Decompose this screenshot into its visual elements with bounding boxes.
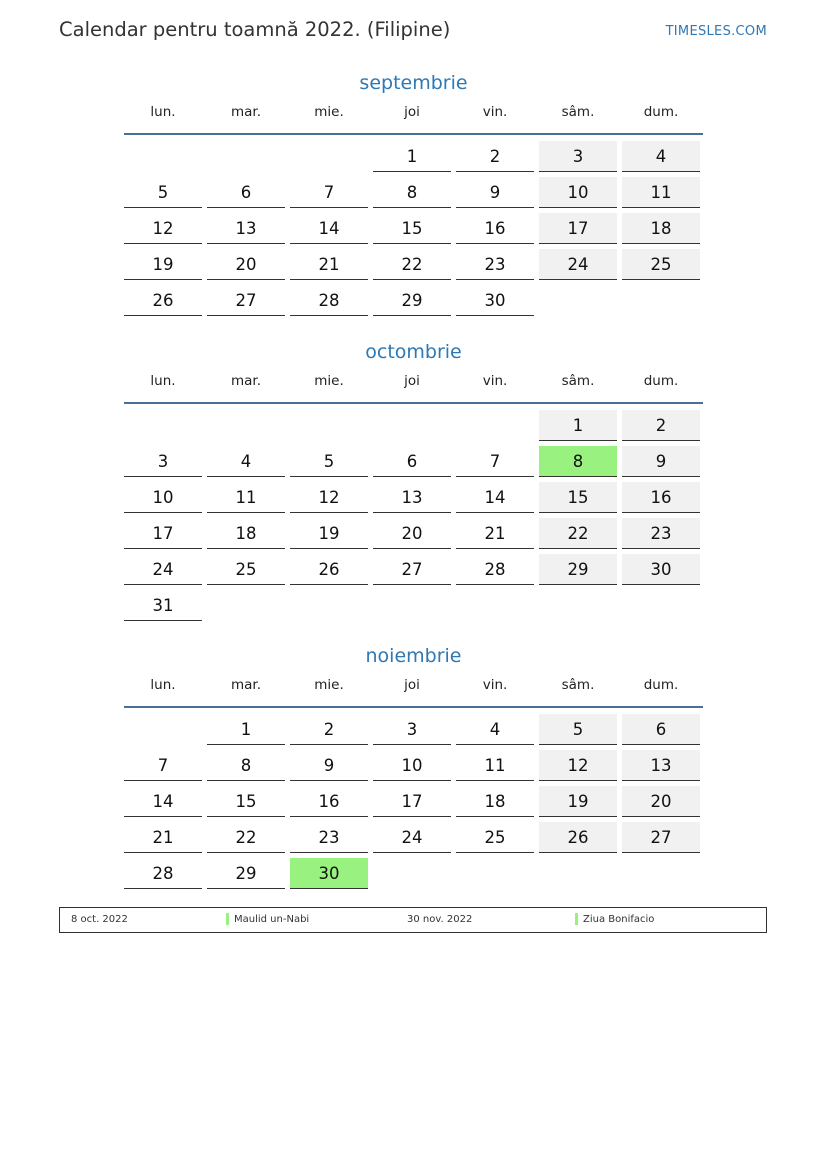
day-cell[interactable]: 5 xyxy=(539,714,617,745)
week-row xyxy=(124,410,703,441)
day-cell[interactable]: 23 xyxy=(622,518,700,549)
weekday-label: joi xyxy=(404,677,420,693)
day-cell[interactable]: 22 xyxy=(373,249,451,280)
weekday-label: joi xyxy=(404,373,420,389)
month-name: octombrie xyxy=(365,341,462,363)
day-cell[interactable]: 18 xyxy=(622,213,700,244)
day-cell[interactable]: 8 xyxy=(207,750,285,781)
week-row xyxy=(124,858,703,889)
header-divider xyxy=(124,402,703,404)
week-row xyxy=(124,482,703,513)
day-cell[interactable]: 13 xyxy=(207,213,285,244)
weekday-label: lun. xyxy=(150,373,176,389)
legend-color-marker-2 xyxy=(575,913,578,925)
week-row xyxy=(124,554,703,585)
day-cell[interactable]: 19 xyxy=(539,786,617,817)
month-name: septembrie xyxy=(359,72,468,94)
day-cell[interactable]: 9 xyxy=(290,750,368,781)
legend-color-marker-1 xyxy=(226,913,229,925)
day-cell[interactable]: 24 xyxy=(539,249,617,280)
month-calendar xyxy=(124,641,703,894)
day-cell[interactable]: 16 xyxy=(456,213,534,244)
day-cell[interactable]: 11 xyxy=(622,177,700,208)
header-divider xyxy=(124,706,703,708)
day-cell[interactable]: 3 xyxy=(373,714,451,745)
day-cell[interactable]: 12 xyxy=(539,750,617,781)
weekday-label: mie. xyxy=(314,373,344,389)
day-cell[interactable]: 4 xyxy=(622,141,700,172)
day-cell[interactable]: 2 xyxy=(456,141,534,172)
legend-date-2: 30 nov. 2022 xyxy=(407,914,473,925)
weekday-label: vin. xyxy=(482,373,508,389)
month-calendar xyxy=(124,68,703,321)
day-cell[interactable]: 19 xyxy=(290,518,368,549)
header-divider xyxy=(124,133,703,135)
day-cell[interactable]: 16 xyxy=(290,786,368,817)
day-cell[interactable]: 17 xyxy=(373,786,451,817)
day-cell[interactable]: 29 xyxy=(207,858,285,889)
day-cell[interactable]: 15 xyxy=(539,482,617,513)
week-row xyxy=(124,518,703,549)
weekday-header xyxy=(124,367,703,395)
day-cell[interactable]: 14 xyxy=(124,786,202,817)
day-cell[interactable]: 2 xyxy=(290,714,368,745)
day-cell[interactable]: 24 xyxy=(373,822,451,853)
weekday-label: sâm. xyxy=(561,677,595,693)
day-cell[interactable]: 9 xyxy=(456,177,534,208)
day-cell[interactable]: 6 xyxy=(622,714,700,745)
day-cell[interactable]: 30 xyxy=(622,554,700,585)
week-row xyxy=(124,249,703,280)
day-cell[interactable]: 26 xyxy=(290,554,368,585)
day-cell[interactable]: 24 xyxy=(124,554,202,585)
day-cell[interactable]: 20 xyxy=(373,518,451,549)
day-cell[interactable]: 3 xyxy=(124,446,202,477)
day-cell[interactable]: 9 xyxy=(622,446,700,477)
day-cell[interactable]: 12 xyxy=(290,482,368,513)
week-row xyxy=(124,141,703,172)
day-cell[interactable]: 4 xyxy=(456,714,534,745)
day-cell[interactable]: 21 xyxy=(124,822,202,853)
holiday-legend xyxy=(59,907,767,933)
day-cell[interactable]: 3 xyxy=(539,141,617,172)
weekday-label: mar. xyxy=(230,677,262,693)
day-cell[interactable]: 1 xyxy=(207,714,285,745)
day-cell[interactable]: 26 xyxy=(124,285,202,316)
day-cell[interactable]: 10 xyxy=(373,750,451,781)
week-row xyxy=(124,786,703,817)
day-cell[interactable]: 7 xyxy=(456,446,534,477)
day-cell[interactable]: 7 xyxy=(124,750,202,781)
day-cell[interactable]: 17 xyxy=(124,518,202,549)
weekday-label: lun. xyxy=(150,104,176,120)
day-cell[interactable]: 13 xyxy=(373,482,451,513)
day-cell[interactable]: 15 xyxy=(207,786,285,817)
day-cell[interactable]: 21 xyxy=(456,518,534,549)
day-cell[interactable]: 31 xyxy=(124,590,202,621)
day-cell[interactable]: 14 xyxy=(456,482,534,513)
month-name: noiembrie xyxy=(365,645,462,667)
day-cell[interactable]: 1 xyxy=(373,141,451,172)
day-cell[interactable]: 5 xyxy=(124,177,202,208)
day-cell[interactable]: 13 xyxy=(622,750,700,781)
day-cell[interactable]: 27 xyxy=(622,822,700,853)
week-row xyxy=(124,285,703,316)
weekday-header xyxy=(124,98,703,126)
day-cell[interactable]: 25 xyxy=(207,554,285,585)
day-cell[interactable]: 28 xyxy=(124,858,202,889)
weekday-label: lun. xyxy=(150,677,176,693)
day-cell[interactable]: 11 xyxy=(456,750,534,781)
week-row xyxy=(124,750,703,781)
day-cell[interactable]: 23 xyxy=(290,822,368,853)
day-cell[interactable]: 26 xyxy=(539,822,617,853)
day-cell[interactable]: 25 xyxy=(456,822,534,853)
day-cell[interactable]: 10 xyxy=(539,177,617,208)
week-row xyxy=(124,177,703,208)
day-cell[interactable]: 28 xyxy=(456,554,534,585)
weekday-label: mar. xyxy=(230,373,262,389)
day-cell[interactable]: 23 xyxy=(456,249,534,280)
day-cell[interactable]: 5 xyxy=(290,446,368,477)
day-cell[interactable]: 18 xyxy=(207,518,285,549)
day-cell[interactable]: 28 xyxy=(290,285,368,316)
holiday-day-cell[interactable]: 30 xyxy=(290,858,368,889)
weekday-label: sâm. xyxy=(561,104,595,120)
day-cell[interactable]: 6 xyxy=(207,177,285,208)
week-row xyxy=(124,590,703,621)
day-cell[interactable]: 30 xyxy=(456,285,534,316)
day-cell[interactable]: 17 xyxy=(539,213,617,244)
weekday-label: vin. xyxy=(482,104,508,120)
weekday-label: mie. xyxy=(314,677,344,693)
weekday-label: vin. xyxy=(482,677,508,693)
day-cell[interactable]: 20 xyxy=(207,249,285,280)
day-cell[interactable]: 16 xyxy=(622,482,700,513)
day-cell[interactable]: 7 xyxy=(290,177,368,208)
day-cell[interactable]: 27 xyxy=(207,285,285,316)
day-cell[interactable]: 22 xyxy=(539,518,617,549)
month-calendar xyxy=(124,337,703,626)
day-cell[interactable]: 12 xyxy=(124,213,202,244)
day-cell[interactable]: 15 xyxy=(373,213,451,244)
weekday-label: sâm. xyxy=(561,373,595,389)
legend-date-1: 8 oct. 2022 xyxy=(71,914,128,925)
week-row xyxy=(124,446,703,477)
brand-link[interactable]: TIMESLES.COM xyxy=(665,24,767,39)
day-cell[interactable]: 25 xyxy=(622,249,700,280)
day-cell[interactable]: 14 xyxy=(290,213,368,244)
holiday-day-cell[interactable]: 8 xyxy=(539,446,617,477)
day-cell[interactable]: 4 xyxy=(207,446,285,477)
week-row xyxy=(124,822,703,853)
day-cell[interactable]: 10 xyxy=(124,482,202,513)
week-row xyxy=(124,714,703,745)
day-cell[interactable]: 27 xyxy=(373,554,451,585)
weekday-label: mie. xyxy=(314,104,344,120)
weekday-label: mar. xyxy=(230,104,262,120)
day-cell[interactable]: 29 xyxy=(539,554,617,585)
weekday-label: dum. xyxy=(643,373,679,389)
day-cell[interactable]: 1 xyxy=(539,410,617,441)
legend-name-2: Ziua Bonifacio xyxy=(583,914,655,925)
day-cell[interactable]: 20 xyxy=(622,786,700,817)
day-cell[interactable]: 21 xyxy=(290,249,368,280)
weekday-label: dum. xyxy=(643,104,679,120)
weekday-label: dum. xyxy=(643,677,679,693)
weekday-label: joi xyxy=(404,104,420,120)
legend-name-1: Maulid un-Nabi xyxy=(234,914,310,925)
day-cell[interactable]: 22 xyxy=(207,822,285,853)
page-title: Calendar pentru toamnă 2022. (Filipine) xyxy=(59,18,451,41)
day-cell[interactable]: 11 xyxy=(207,482,285,513)
day-cell[interactable]: 2 xyxy=(622,410,700,441)
day-cell[interactable]: 8 xyxy=(373,177,451,208)
day-cell[interactable]: 19 xyxy=(124,249,202,280)
day-cell[interactable]: 29 xyxy=(373,285,451,316)
weekday-header xyxy=(124,671,703,699)
day-cell[interactable]: 6 xyxy=(373,446,451,477)
day-cell[interactable]: 18 xyxy=(456,786,534,817)
week-row xyxy=(124,213,703,244)
